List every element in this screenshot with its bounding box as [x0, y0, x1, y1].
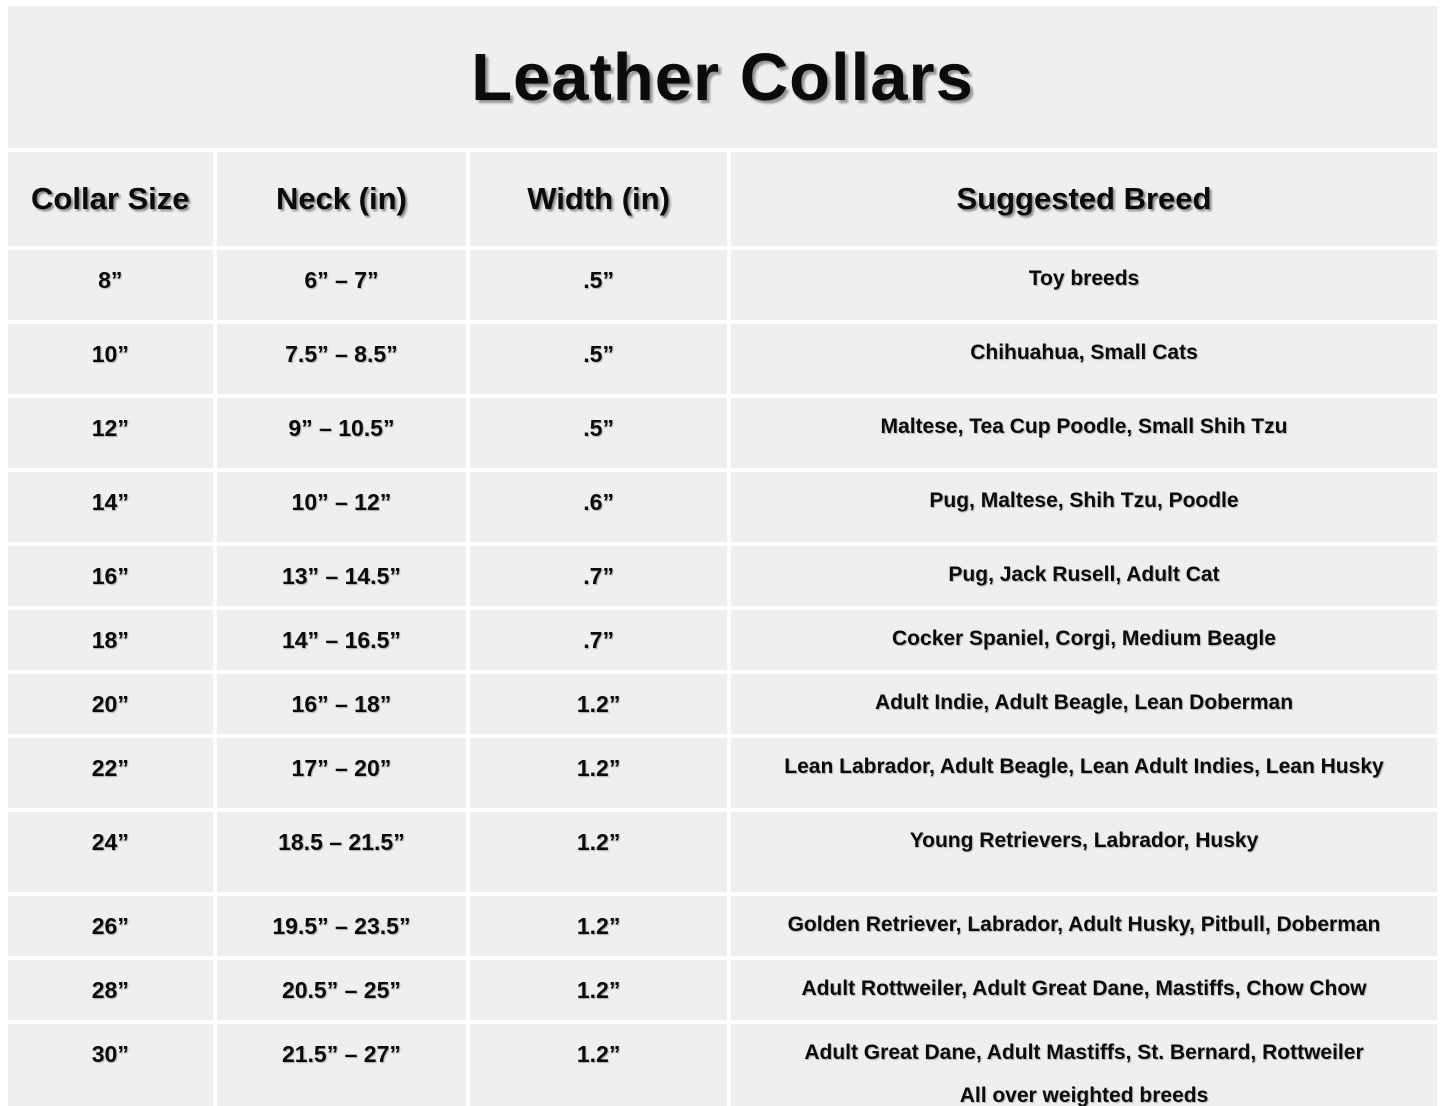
page-title: Leather Collars: [8, 6, 1437, 148]
cell-collar-size: 8”: [8, 250, 213, 320]
cell-breed: [731, 1024, 1437, 1106]
cell-collar-size: 12”: [8, 398, 213, 468]
table-row: [8, 896, 1437, 956]
table-header-row: [8, 152, 1437, 246]
cell-collar-size: 16”: [8, 546, 213, 606]
table-row: [8, 610, 1437, 670]
cell-collar-size: 14”: [8, 472, 213, 542]
size-chart-slide: [0, 2, 1445, 1106]
cell-neck: 16” – 18”: [217, 674, 467, 734]
cell-width: 1.2”: [470, 1024, 727, 1106]
table-row: [8, 1024, 1437, 1106]
cell-breed: Maltese, Tea Cup Poodle, Small Shih Tzu: [731, 398, 1437, 468]
cell-breed: Toy breeds: [731, 250, 1437, 320]
cell-neck: 21.5” – 27”: [217, 1024, 467, 1106]
cell-width: .7”: [470, 546, 727, 606]
cell-width: 1.2”: [470, 960, 727, 1020]
table-row: [8, 546, 1437, 606]
cell-collar-size: 28”: [8, 960, 213, 1020]
breed-line-1: Adult Great Dane, Adult Mastiffs, St. Bernard, Rottweiler: [804, 1041, 1364, 1064]
cell-collar-size: 20”: [8, 674, 213, 734]
table-row: [8, 324, 1437, 394]
column-header-collar-size: Collar Size: [8, 152, 213, 246]
cell-neck: 17” – 20”: [217, 738, 467, 808]
table-row: [8, 472, 1437, 542]
cell-width: .5”: [470, 250, 727, 320]
cell-width: 1.2”: [470, 674, 727, 734]
table-row: [8, 960, 1437, 1020]
cell-collar-size: 10”: [8, 324, 213, 394]
cell-breed: Pug, Jack Rusell, Adult Cat: [731, 546, 1437, 606]
table-row: [8, 398, 1437, 468]
cell-width: .7”: [470, 610, 727, 670]
breed-line-2: All over weighted breeds: [959, 1084, 1209, 1106]
title-row: [8, 6, 1437, 148]
cell-width: .5”: [470, 324, 727, 394]
cell-neck: 20.5” – 25”: [217, 960, 467, 1020]
cell-breed: Golden Retriever, Labrador, Adult Husky, Pitbull, Doberman: [731, 896, 1437, 956]
cell-breed: Adult Rottweiler, Adult Great Dane, Mastiffs, Chow Chow: [731, 960, 1437, 1020]
cell-width: 1.2”: [470, 812, 727, 892]
cell-breed: Cocker Spaniel, Corgi, Medium Beagle: [731, 610, 1437, 670]
cell-width: .5”: [470, 398, 727, 468]
size-chart-table: [4, 2, 1441, 1106]
cell-breed: Chihuahua, Small Cats: [731, 324, 1437, 394]
cell-neck: 13” – 14.5”: [217, 546, 467, 606]
cell-neck: 18.5 – 21.5”: [217, 812, 467, 892]
cell-breed: Young Retrievers, Labrador, Husky: [731, 812, 1437, 892]
cell-collar-size: 26”: [8, 896, 213, 956]
column-header-suggested-breed: Suggested Breed: [731, 152, 1437, 246]
cell-breed: Lean Labrador, Adult Beagle, Lean Adult Indies, Lean Husky: [731, 738, 1437, 808]
cell-width: .6”: [470, 472, 727, 542]
column-header-width: Width (in): [470, 152, 727, 246]
cell-collar-size: 30”: [8, 1024, 213, 1106]
cell-collar-size: 18”: [8, 610, 213, 670]
cell-neck: 7.5” – 8.5”: [217, 324, 467, 394]
cell-width: 1.2”: [470, 896, 727, 956]
cell-breed: Pug, Maltese, Shih Tzu, Poodle: [731, 472, 1437, 542]
table-row: [8, 250, 1437, 320]
cell-neck: 14” – 16.5”: [217, 610, 467, 670]
cell-width: 1.2”: [470, 738, 727, 808]
cell-neck: 19.5” – 23.5”: [217, 896, 467, 956]
cell-neck: 10” – 12”: [217, 472, 467, 542]
cell-neck: 6” – 7”: [217, 250, 467, 320]
table-row: [8, 812, 1437, 892]
column-header-neck: Neck (in): [217, 152, 467, 246]
cell-neck: 9” – 10.5”: [217, 398, 467, 468]
table-row: [8, 674, 1437, 734]
cell-collar-size: 24”: [8, 812, 213, 892]
cell-breed: Adult Indie, Adult Beagle, Lean Doberman: [731, 674, 1437, 734]
table-row: [8, 738, 1437, 808]
cell-collar-size: 22”: [8, 738, 213, 808]
